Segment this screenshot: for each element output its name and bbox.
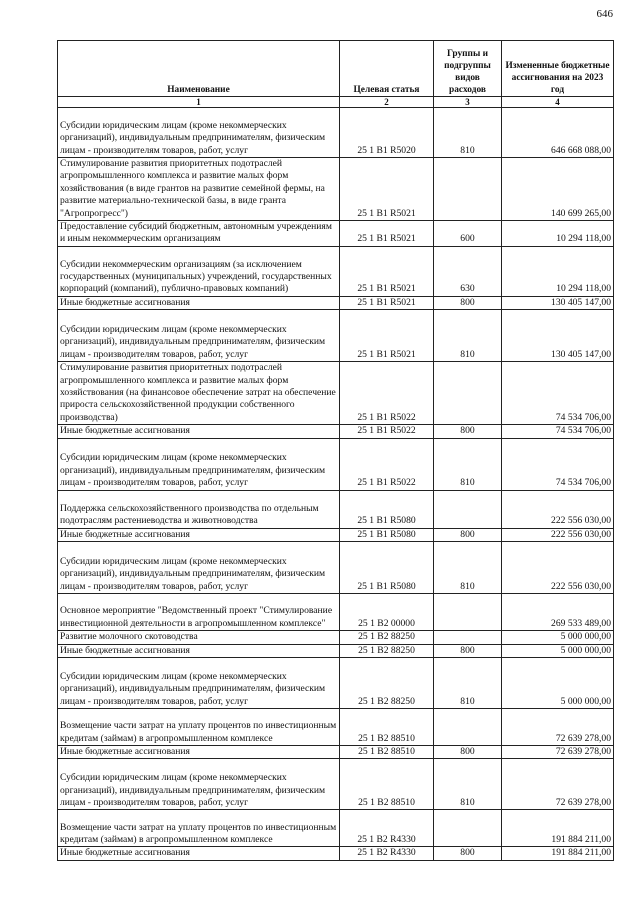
row-amount: 74 534 706,00: [502, 362, 614, 425]
table-row: [58, 631, 614, 644]
row-name: Иные бюджетные ассигнования: [58, 745, 340, 758]
row-name: Иные бюджетные ассигнования: [58, 644, 340, 657]
row-target: 25 1 В2 R4330: [340, 847, 434, 860]
row-target: 25 1 В1 R5080: [340, 528, 434, 541]
row-name: Субсидии некоммерческим организациям (за исключением государственных (муниципальных) учреждений, государственных корпораций (компаний), публично-правовых компаний): [58, 246, 340, 296]
row-group: 810: [434, 657, 502, 708]
row-target: 25 1 В1 R5021: [340, 310, 434, 362]
table-body: [58, 108, 614, 861]
row-group: [434, 594, 502, 631]
row-amount: 5 000 000,00: [502, 657, 614, 708]
row-group: 810: [434, 542, 502, 594]
table-header: [58, 41, 614, 108]
row-target: 25 1 В1 R5020: [340, 108, 434, 158]
table-row: [58, 425, 614, 438]
row-group: [434, 362, 502, 425]
row-name: Иные бюджетные ассигнования: [58, 296, 340, 309]
row-group: 800: [434, 528, 502, 541]
column-number: 2: [340, 97, 434, 108]
table-row: [58, 745, 614, 758]
row-group: [434, 158, 502, 221]
table-row: [58, 362, 614, 425]
row-amount: 72 639 278,00: [502, 708, 614, 745]
row-target: 25 1 В2 88510: [340, 759, 434, 810]
column-number-row: [58, 97, 614, 108]
row-target: 25 1 В1 R5021: [340, 158, 434, 221]
row-target: 25 1 В1 R5022: [340, 438, 434, 490]
row-group: 630: [434, 246, 502, 296]
budget-table: [57, 40, 614, 861]
row-target: 25 1 В1 R5022: [340, 425, 434, 438]
row-name: Субсидии юридическим лицам (кроме некоммерческих организаций), индивидуальным предпринимателям, физическим лицам - производителям товаров, работ, услуг: [58, 438, 340, 490]
row-group: [434, 490, 502, 528]
row-amount: 10 294 118,00: [502, 221, 614, 247]
row-amount: 74 534 706,00: [502, 438, 614, 490]
row-name: Предоставление субсидий бюджетным, автономным учреждениям и иным некоммерческим организациям: [58, 221, 340, 247]
row-amount: 72 639 278,00: [502, 745, 614, 758]
row-name: Стимулирование развития приоритетных подотраслей агропромышленного комплекса и развитие малых форм хозяйствования (на финансовое обеспечение затрат на обеспечение прироста сельскохозяйственной продукции собственного производства): [58, 362, 340, 425]
row-target: 25 1 В2 00000: [340, 594, 434, 631]
row-group: 810: [434, 438, 502, 490]
row-target: 25 1 В2 88250: [340, 657, 434, 708]
table-row: [58, 296, 614, 309]
row-group: [434, 708, 502, 745]
row-target: 25 1 В2 88250: [340, 631, 434, 644]
header-amount: Измененные бюджетные ассигнования на 2023 год: [502, 41, 614, 97]
table-row: [58, 594, 614, 631]
row-amount: 72 639 278,00: [502, 759, 614, 810]
table-row: [58, 542, 614, 594]
row-amount: 74 534 706,00: [502, 425, 614, 438]
row-amount: 222 556 030,00: [502, 528, 614, 541]
header-group: Группы и подгруппы видов расходов: [434, 41, 502, 97]
row-name: Стимулирование развития приоритетных подотраслей агропромышленного комплекса и развитие малых форм хозяйствования (в виде грантов на развитие семейной фермы, на развитие материально-технической базы, в виде гранта "Агропрогресс"): [58, 158, 340, 221]
row-name: Иные бюджетные ассигнования: [58, 425, 340, 438]
row-name: Субсидии юридическим лицам (кроме некоммерческих организаций), индивидуальным предпринимателям, физическим лицам - производителям товаров, работ, услуг: [58, 759, 340, 810]
table-row: [58, 221, 614, 247]
row-target: 25 1 В1 R5021: [340, 221, 434, 247]
table-row: [58, 108, 614, 158]
row-group: 800: [434, 847, 502, 860]
column-number: 1: [58, 97, 340, 108]
column-number: 3: [434, 97, 502, 108]
table-row: [58, 528, 614, 541]
row-amount: 222 556 030,00: [502, 542, 614, 594]
row-amount: 646 668 088,00: [502, 108, 614, 158]
row-group: 800: [434, 644, 502, 657]
row-group: 810: [434, 310, 502, 362]
header-name: Наименование: [58, 41, 340, 97]
row-target: 25 1 В1 R5021: [340, 246, 434, 296]
row-amount: 191 884 211,00: [502, 810, 614, 847]
row-amount: 10 294 118,00: [502, 246, 614, 296]
row-amount: 130 405 147,00: [502, 296, 614, 309]
row-name: Иные бюджетные ассигнования: [58, 528, 340, 541]
row-group: 810: [434, 108, 502, 158]
row-amount: 269 533 489,00: [502, 594, 614, 631]
row-target: 25 1 В2 88510: [340, 708, 434, 745]
row-name: Субсидии юридическим лицам (кроме некоммерческих организаций), индивидуальным предпринимателям, физическим лицам - производителям товаров, работ, услуг: [58, 108, 340, 158]
row-name: Субсидии юридическим лицам (кроме некоммерческих организаций), индивидуальным предпринимателям, физическим лицам - производителям товаров, работ, услуг: [58, 657, 340, 708]
row-target: 25 1 В2 88510: [340, 745, 434, 758]
row-group: [434, 631, 502, 644]
table-row: [58, 438, 614, 490]
row-target: 25 1 В1 R5021: [340, 296, 434, 309]
header-target: Целевая статья: [340, 41, 434, 97]
row-name: Поддержка сельскохозяйственного производства по отдельным подотраслям растениеводства и животноводства: [58, 490, 340, 528]
row-target: 25 1 В1 R5080: [340, 490, 434, 528]
row-name: Основное мероприятие "Ведомственный проект "Стимулирование инвестиционной деятельности в агропромышленном комплексе": [58, 594, 340, 631]
table-row: [58, 657, 614, 708]
row-amount: 5 000 000,00: [502, 631, 614, 644]
table-row: [58, 490, 614, 528]
row-name: Иные бюджетные ассигнования: [58, 847, 340, 860]
row-group: 810: [434, 759, 502, 810]
row-name: Субсидии юридическим лицам (кроме некоммерческих организаций), индивидуальным предпринимателям, физическим лицам - производителям товаров, работ, услуг: [58, 310, 340, 362]
row-amount: 130 405 147,00: [502, 310, 614, 362]
table-row: [58, 810, 614, 847]
row-name: Возмещение части затрат на уплату процентов по инвестиционным кредитам (займам) в агропромышленном комплексе: [58, 810, 340, 847]
row-name: Субсидии юридическим лицам (кроме некоммерческих организаций), индивидуальным предпринимателям, физическим лицам - производителям товаров, работ, услуг: [58, 542, 340, 594]
row-group: 800: [434, 296, 502, 309]
table-row: [58, 158, 614, 221]
column-number: 4: [502, 97, 614, 108]
table-row: [58, 644, 614, 657]
row-group: 800: [434, 425, 502, 438]
table-row: [58, 708, 614, 745]
row-amount: 140 699 265,00: [502, 158, 614, 221]
row-name: Возмещение части затрат на уплату процентов по инвестиционным кредитам (займам) в агропромышленном комплексе: [58, 708, 340, 745]
table-row: [58, 759, 614, 810]
page-number: 646: [596, 8, 613, 20]
row-group: 800: [434, 745, 502, 758]
table-row: [58, 847, 614, 860]
row-target: 25 1 В1 R5080: [340, 542, 434, 594]
table-row: [58, 310, 614, 362]
row-amount: 191 884 211,00: [502, 847, 614, 860]
row-target: 25 1 В2 R4330: [340, 810, 434, 847]
table-row: [58, 246, 614, 296]
row-amount: 5 000 000,00: [502, 644, 614, 657]
row-group: 600: [434, 221, 502, 247]
row-name: Развитие молочного скотоводства: [58, 631, 340, 644]
row-target: 25 1 В1 R5022: [340, 362, 434, 425]
row-group: [434, 810, 502, 847]
row-amount: 222 556 030,00: [502, 490, 614, 528]
row-target: 25 1 В2 88250: [340, 644, 434, 657]
